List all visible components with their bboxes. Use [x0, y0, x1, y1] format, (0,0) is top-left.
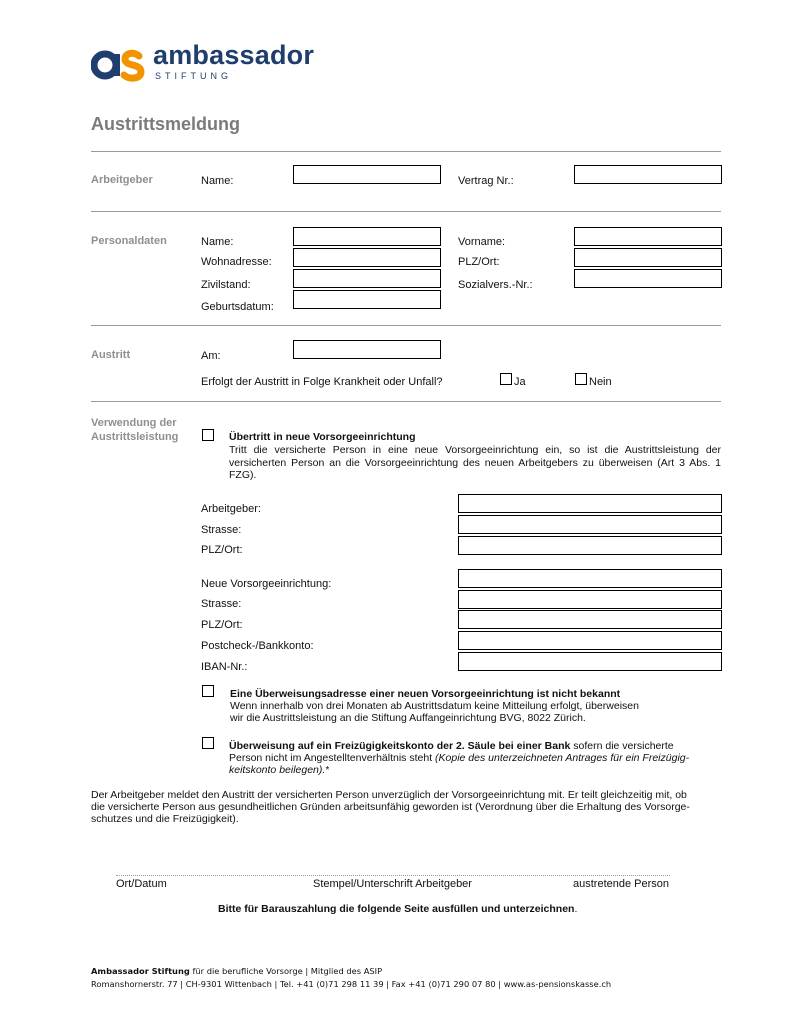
bank-account-field[interactable] — [458, 631, 722, 650]
ambassador-logo-icon — [91, 43, 145, 83]
new-fund-zip-label: PLZ/Ort: — [201, 619, 243, 631]
zip-city-field[interactable] — [574, 248, 722, 267]
first-name-field[interactable] — [574, 227, 722, 246]
option1-title: Übertritt in neue Vorsorgeeinrichtung — [229, 431, 416, 443]
divider — [91, 325, 721, 326]
illness-question: Erfolgt der Austritt in Folge Krankheit oder Unfall? — [201, 376, 443, 388]
person-name-label: Name: — [201, 236, 234, 248]
divider — [91, 401, 721, 402]
nein-checkbox[interactable] — [575, 373, 587, 385]
address-field[interactable] — [293, 248, 441, 267]
option2-line2: wir die Austrittsleistung an die Stiftung Auffangeinrichtung BVG, 8022 Zürich. — [230, 712, 586, 724]
address-label: Wohnadresse: — [201, 256, 272, 268]
divider — [91, 211, 721, 212]
employer-signature-label: Stempel/Unterschrift Arbeitgeber — [313, 878, 472, 890]
section-verwendung-line2: Austrittsleistung — [91, 431, 179, 443]
footer-organization — [91, 966, 382, 976]
bank-account-label: Postcheck-/Bankkonto: — [201, 640, 314, 652]
logo-name: ambassador — [153, 40, 315, 70]
new-fund-field[interactable] — [458, 569, 722, 588]
new-employer-street-label: Strasse: — [201, 524, 242, 536]
new-fund-zip-field[interactable] — [458, 610, 722, 629]
employee-signature-label: austretende Person — [573, 878, 670, 890]
marital-status-field[interactable] — [293, 269, 441, 288]
declaration-line3: schutzes und die Freizügigkeit). — [91, 813, 239, 825]
declaration-line2: die versicherte Person aus gesundheitlichen Gründen arbeitsunfähig geworden ist (Verordnung über die Erhaltung des Vorsorge- — [91, 801, 690, 813]
employer-name-field[interactable] — [293, 165, 441, 184]
page-title: Austrittsmeldung — [91, 114, 241, 134]
new-employer-street-field[interactable] — [458, 515, 722, 534]
footer-org-rest: für die berufliche Vorsorge | Mitglied des ASIP — [189, 966, 383, 976]
iban-field[interactable] — [458, 652, 722, 671]
contract-number-label: Vertrag Nr.: — [458, 175, 514, 187]
new-employer-label: Arbeitgeber: — [201, 503, 261, 515]
logo-subtitle: STIFTUNG — [155, 71, 232, 81]
signature-line — [116, 875, 670, 876]
transfer-new-fund-checkbox[interactable] — [202, 429, 214, 441]
instruction-bold: Bitte für Barauszahlung die folgende Seite ausfüllen und unterzeichnen — [218, 903, 575, 915]
ja-checkbox[interactable] — [500, 373, 512, 385]
option3-title: Überweisung auf ein Freizügigkeitskonto der 2. Säule bei einer Bank — [229, 740, 571, 752]
section-austritt: Austritt — [91, 349, 131, 361]
option2-title: Eine Überweisungsadresse einer neuen Vorsorgeeinrichtung ist nicht bekannt — [230, 688, 621, 700]
section-verwendung-line1: Verwendung der — [91, 417, 177, 429]
option2-line1: Wenn innerhalb von drei Monaten ab Austrittsdatum keine Mitteilung erfolgt, überweisen — [230, 700, 639, 712]
employer-name-label: Name: — [201, 175, 234, 187]
footer-address: Romanshornerstr. 77 | CH-9301 Wittenbach | Tel. +41 (0)71 298 11 39 | Fax +41 (0)71 290 07 80 | www.as-pensionskasse.ch — [91, 979, 612, 989]
zip-city-label: PLZ/Ort: — [458, 256, 500, 268]
person-name-field[interactable] — [293, 227, 441, 246]
new-fund-label: Neue Vorsorgeeinrichtung: — [201, 578, 332, 590]
new-fund-street-field[interactable] — [458, 590, 722, 609]
option1-text: Tritt die versicherte Person in eine neue Vorsorgeeinrichtung ein, so ist die Austrittsleistung der versicherten Person an die Vorsorgeeinrichtung des neuen Arbeitgebers zu überweisen (Art 3 Abs. 1 FZG). — [229, 444, 721, 481]
birthdate-field[interactable] — [293, 290, 441, 309]
birthdate-label: Geburtsdatum: — [201, 301, 274, 313]
new-employer-zip-field[interactable] — [458, 536, 722, 555]
footer-org-name: Ambassador Stiftung — [91, 966, 190, 976]
ja-label: Ja — [514, 376, 526, 388]
vested-benefits-checkbox[interactable] — [202, 737, 214, 749]
cash-payment-instruction — [218, 903, 577, 916]
option3-copy-note-end: keitskonto beilegen). — [229, 764, 326, 776]
instruction-end: . — [574, 903, 578, 915]
exit-date-label: Am: — [201, 350, 221, 362]
exit-date-field[interactable] — [293, 340, 441, 359]
declaration-line1: Der Arbeitgeber meldet den Austritt der versicherten Person unverzüglich der Vorsorgeeinrichtung mit. Er teilt gleichzeitig mit, ob — [91, 789, 687, 801]
option3-line1 — [229, 740, 721, 753]
social-security-label: Sozialvers.-Nr.: — [458, 279, 533, 291]
divider — [91, 151, 721, 152]
option3-rest: sofern die versicherte — [570, 740, 674, 752]
option3-copy-note: (Kopie des unterzeichneten Antrages für ein Freizügig- — [435, 752, 690, 764]
place-date-label: Ort/Datum — [116, 878, 167, 890]
option3-condition: Person nicht im Angestelltenverhältnis steht — [229, 752, 436, 764]
new-employer-field[interactable] — [458, 494, 722, 513]
new-employer-zip-label: PLZ/Ort: — [201, 544, 243, 556]
contract-number-field[interactable] — [574, 165, 722, 184]
new-fund-street-label: Strasse: — [201, 598, 242, 610]
option3-line2 — [229, 752, 689, 765]
section-arbeitgeber: Arbeitgeber — [91, 174, 153, 186]
no-address-known-checkbox[interactable] — [202, 685, 214, 697]
first-name-label: Vorname: — [458, 236, 506, 248]
nein-label: Nein — [589, 376, 612, 388]
section-personaldaten: Personaldaten — [91, 235, 167, 247]
iban-label: IBAN-Nr.: — [201, 661, 248, 673]
option3-star: * — [325, 764, 330, 776]
marital-status-label: Zivilstand: — [201, 279, 251, 291]
social-security-field[interactable] — [574, 269, 722, 288]
option3-line3 — [229, 764, 329, 777]
